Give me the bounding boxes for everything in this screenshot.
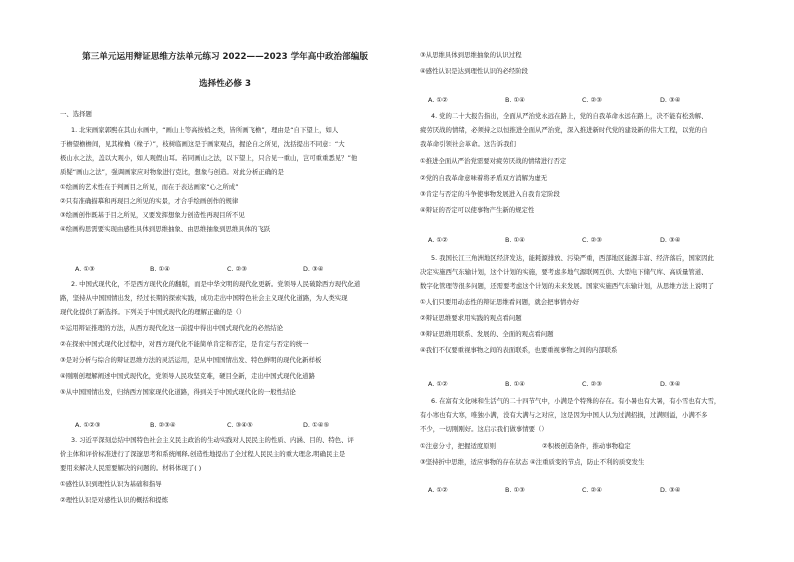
q2-option: ④刚刚创理解阐述中国式现代化，党领导人民攻坚克难，硬目全新，走出中国式现代化道路 (60, 372, 315, 380)
q1-option: ③绘画创作既基于目之所见，又要发挥想象力创造性再现目所不见 (60, 211, 245, 219)
doc-title-line2: 选择性必修 3 (199, 79, 251, 89)
q2-option: ⑤从中国国情出发，归纳西方国家现代化道路，得到关于中国式现代化的一般性结论 (60, 388, 296, 396)
q3-option: ①感性认识到理性认识为基础和指导 (60, 480, 162, 488)
q4-option: ①推进全面从严治党需要对疲劳厌战的情绪进行否定 (420, 157, 567, 165)
q6-answer-d[interactable]: D. ③④ (660, 486, 681, 494)
q2-answer-a[interactable]: A. ①②③ (75, 421, 101, 429)
q2-answer-b[interactable]: B. ②③④ (150, 421, 176, 429)
q4-answer-b[interactable]: B. ①④ (505, 236, 525, 244)
q4-option: ③肯定与否定的斗争使事物发展进入自我肯定阶段 (420, 190, 560, 198)
q6-stem-line: 不少，一切刚刚好。这启示我们做事情要（） (420, 425, 548, 433)
q4-stem-line: 疲劳厌战的情绪，必须持之以恒推进全面从严治党，深入推进新时代党的建设新的伟大工程，以党的自 (420, 126, 708, 134)
q6-answer-b[interactable]: B. ①③ (505, 486, 525, 494)
q5-answer-d[interactable]: D. ③④ (660, 380, 681, 388)
doc-title-line1: 第三单元运用辩证思维方法单元练习 2022——2023 学年高中政治部编版 (82, 52, 368, 62)
q5-option: ②辩证思维要求用实践的观点看问题 (420, 314, 522, 322)
q5-answer-b[interactable]: B. ①④ (505, 380, 525, 388)
q6-option: ②积极创造条件，推动事物稳定 (542, 442, 631, 450)
q6-stem-line: 有小寒也有大寒，唯独小满，没有大满与之对应，这是因为中国人认为过满招损，过满则溢，小满不多 (420, 411, 708, 419)
q4-answer-d[interactable]: D. ③④ (660, 236, 681, 244)
q3-answer-a[interactable]: A. ①② (428, 96, 448, 104)
q1-stem-line: 于檐望檐檐间，见其椽桷（椽子）”，枝树临画这是于画家观点，握论自之所见，沈括提出不同意：“大 (60, 140, 345, 148)
q1-stem-line: 极山水之法，盖以大观小，如人观假山耳。若同画山之法，以下望上，只合见一重山，岂可重重悉见？”他 (60, 154, 358, 162)
q4-stem-line: 我革命引领社会革命。这告诉我们 (420, 140, 516, 148)
q3-answer-d[interactable]: D. ③④ (660, 96, 681, 104)
q5-option: ③辩证思维用联系、发展的、全面的观点看问题 (420, 330, 554, 338)
q3-stem-line: 价主体和评价标准进行了深邃思考和系统阐释,创造性地提出了全过程人民民主的重大理念,明确民主是 (60, 450, 346, 458)
q6-answer-c[interactable]: C. ②④ (582, 486, 602, 494)
q5-stem-line: 5. 我国长江三角洲地区经济发达，能耗源排放、污染严重，西部地区能源丰富、经济落后，国家因此 (431, 254, 714, 262)
q5-answer-a[interactable]: A. ①② (428, 380, 448, 388)
q3-stem-line: 3. 习近平深刻总结中国特色社会主义民主政治的生动实践对人民民主的性质、内涵、目的、特色、评 (71, 436, 354, 444)
q6-option: ③坚持折中思维，适应事物的存在状态 ④注重质变的节点，防止不利的质变发生 (420, 458, 645, 466)
q1-option: ①绘画的艺术性在于判画目之所见，而在于表达画家“心之所成” (60, 183, 239, 191)
q1-stem-line: 质疑“画山之法”，强调画家应对物象进行克比，想象与创造。对此分析正确的是 (60, 168, 284, 176)
q1-answer-c[interactable]: C. ②③ (227, 265, 247, 273)
q2-option: ②在探索中国式现代化过程中，对西方现代化不能简单肯定和否定，是肯定与否定的统一 (60, 340, 309, 348)
q4-answer-c[interactable]: C. ②③ (582, 236, 602, 244)
q1-answer-a[interactable]: A. ①③ (75, 265, 95, 273)
q1-answer-b[interactable]: B. ①④ (150, 265, 170, 273)
q3-answer-c[interactable]: C. ②③ (582, 96, 602, 104)
q2-answer-d[interactable]: D. ①④⑤ (303, 421, 330, 429)
q2-option: ③是对分析与综合的辩证思维方法的灵活运用，是从中国国情出发、特色鲜明的现代化新样板 (60, 356, 322, 364)
q1-answer-d[interactable]: D. ③④ (303, 265, 324, 273)
q2-option: ①运用辩证推理的方法，从西方现代化这一前提中得出中国式现代化的必然结论 (60, 324, 284, 332)
q4-answer-a[interactable]: A. ①② (428, 236, 448, 244)
q3-answer-b[interactable]: B. ①④ (505, 96, 525, 104)
q5-stem-line: 数字化管理等很多问题，还需要考虑这个计划的未来发展。国家实施西气东输计划，从思维方法上说明了 (420, 282, 714, 290)
q5-answer-c[interactable]: C. ②③ (582, 380, 602, 388)
q2-stem-line: 路，坚持从中国国情出发，经过长期的探索实践，成功走出中国特色社会主义现代化道路，为人类实现 (60, 294, 348, 302)
q3-option: ③从思维具体到思维抽象的认识过程 (420, 51, 522, 59)
q3-stem-line: 要用来解决人民需要解决的问题的。材料体现了( ) (60, 464, 202, 472)
q6-stem-line: 6. 在富有文化味和生活气的二十四节气中，小满是个特殊的存在。有小暑也有大暑，有小雪也有大雪， (431, 397, 721, 405)
q5-option: ④我们不仅要重视事物之间的表面联系，也要重视事物之间的内部联系 (420, 346, 618, 354)
q4-stem-line: 4. 党的二十大报告指出，全面从严治党永远在路上，党的自我革命永远在路上，决不能有松劲解、 (431, 112, 708, 120)
q4-option: ④辩证的否定可以使事物产生新的规定性 (420, 206, 535, 214)
q6-answer-a[interactable]: A. ①② (428, 486, 448, 494)
q1-option: ②只有准确描摹和再现目之所见的实景，才合乎绘画创作的规律 (60, 197, 239, 205)
q1-option: ④绘画构思需要实现由感性具体到思维抽象、由思维抽象到思维具体的飞跃 (60, 225, 271, 233)
q3-option: ④感性认识是达到理性认识的必经阶段 (420, 67, 528, 75)
q5-stem-line: 决定实施西气东输计划，这个计划的实施，要考虑多地气源联网互供、大型电下储气库、高质量管道、 (420, 268, 708, 276)
q3-option: ②理性认识是对感性认识的概括和提炼 (60, 496, 168, 504)
q4-option: ②党的自我革命意味着将矛盾双方消解为虚无 (420, 174, 548, 182)
q2-stem-line: 2. 中国式现代化，不是西方现代化的翻版，而是中华文明的现代化更新。党领导人民破除西方现代化道 (71, 280, 361, 288)
section-heading: 一、选择题 (60, 110, 92, 118)
q1-stem-line: 1. 北宋画家郭熙在其山水画中，“画山上等高按梢之类，皆所画飞檐”，理由是“自下望上，如人 (71, 126, 339, 134)
q5-option: ①人们只要用动态性的辩证思维看问题，就会把事情办好 (420, 298, 580, 306)
q6-option: ①注意分寸，把握适度原则 (420, 442, 497, 450)
q2-stem-line: 现代化提供了新选择。下列关于中国式现代化的理解正确的是（） (60, 308, 246, 316)
q2-answer-c[interactable]: C. ③④⑤ (227, 421, 253, 429)
